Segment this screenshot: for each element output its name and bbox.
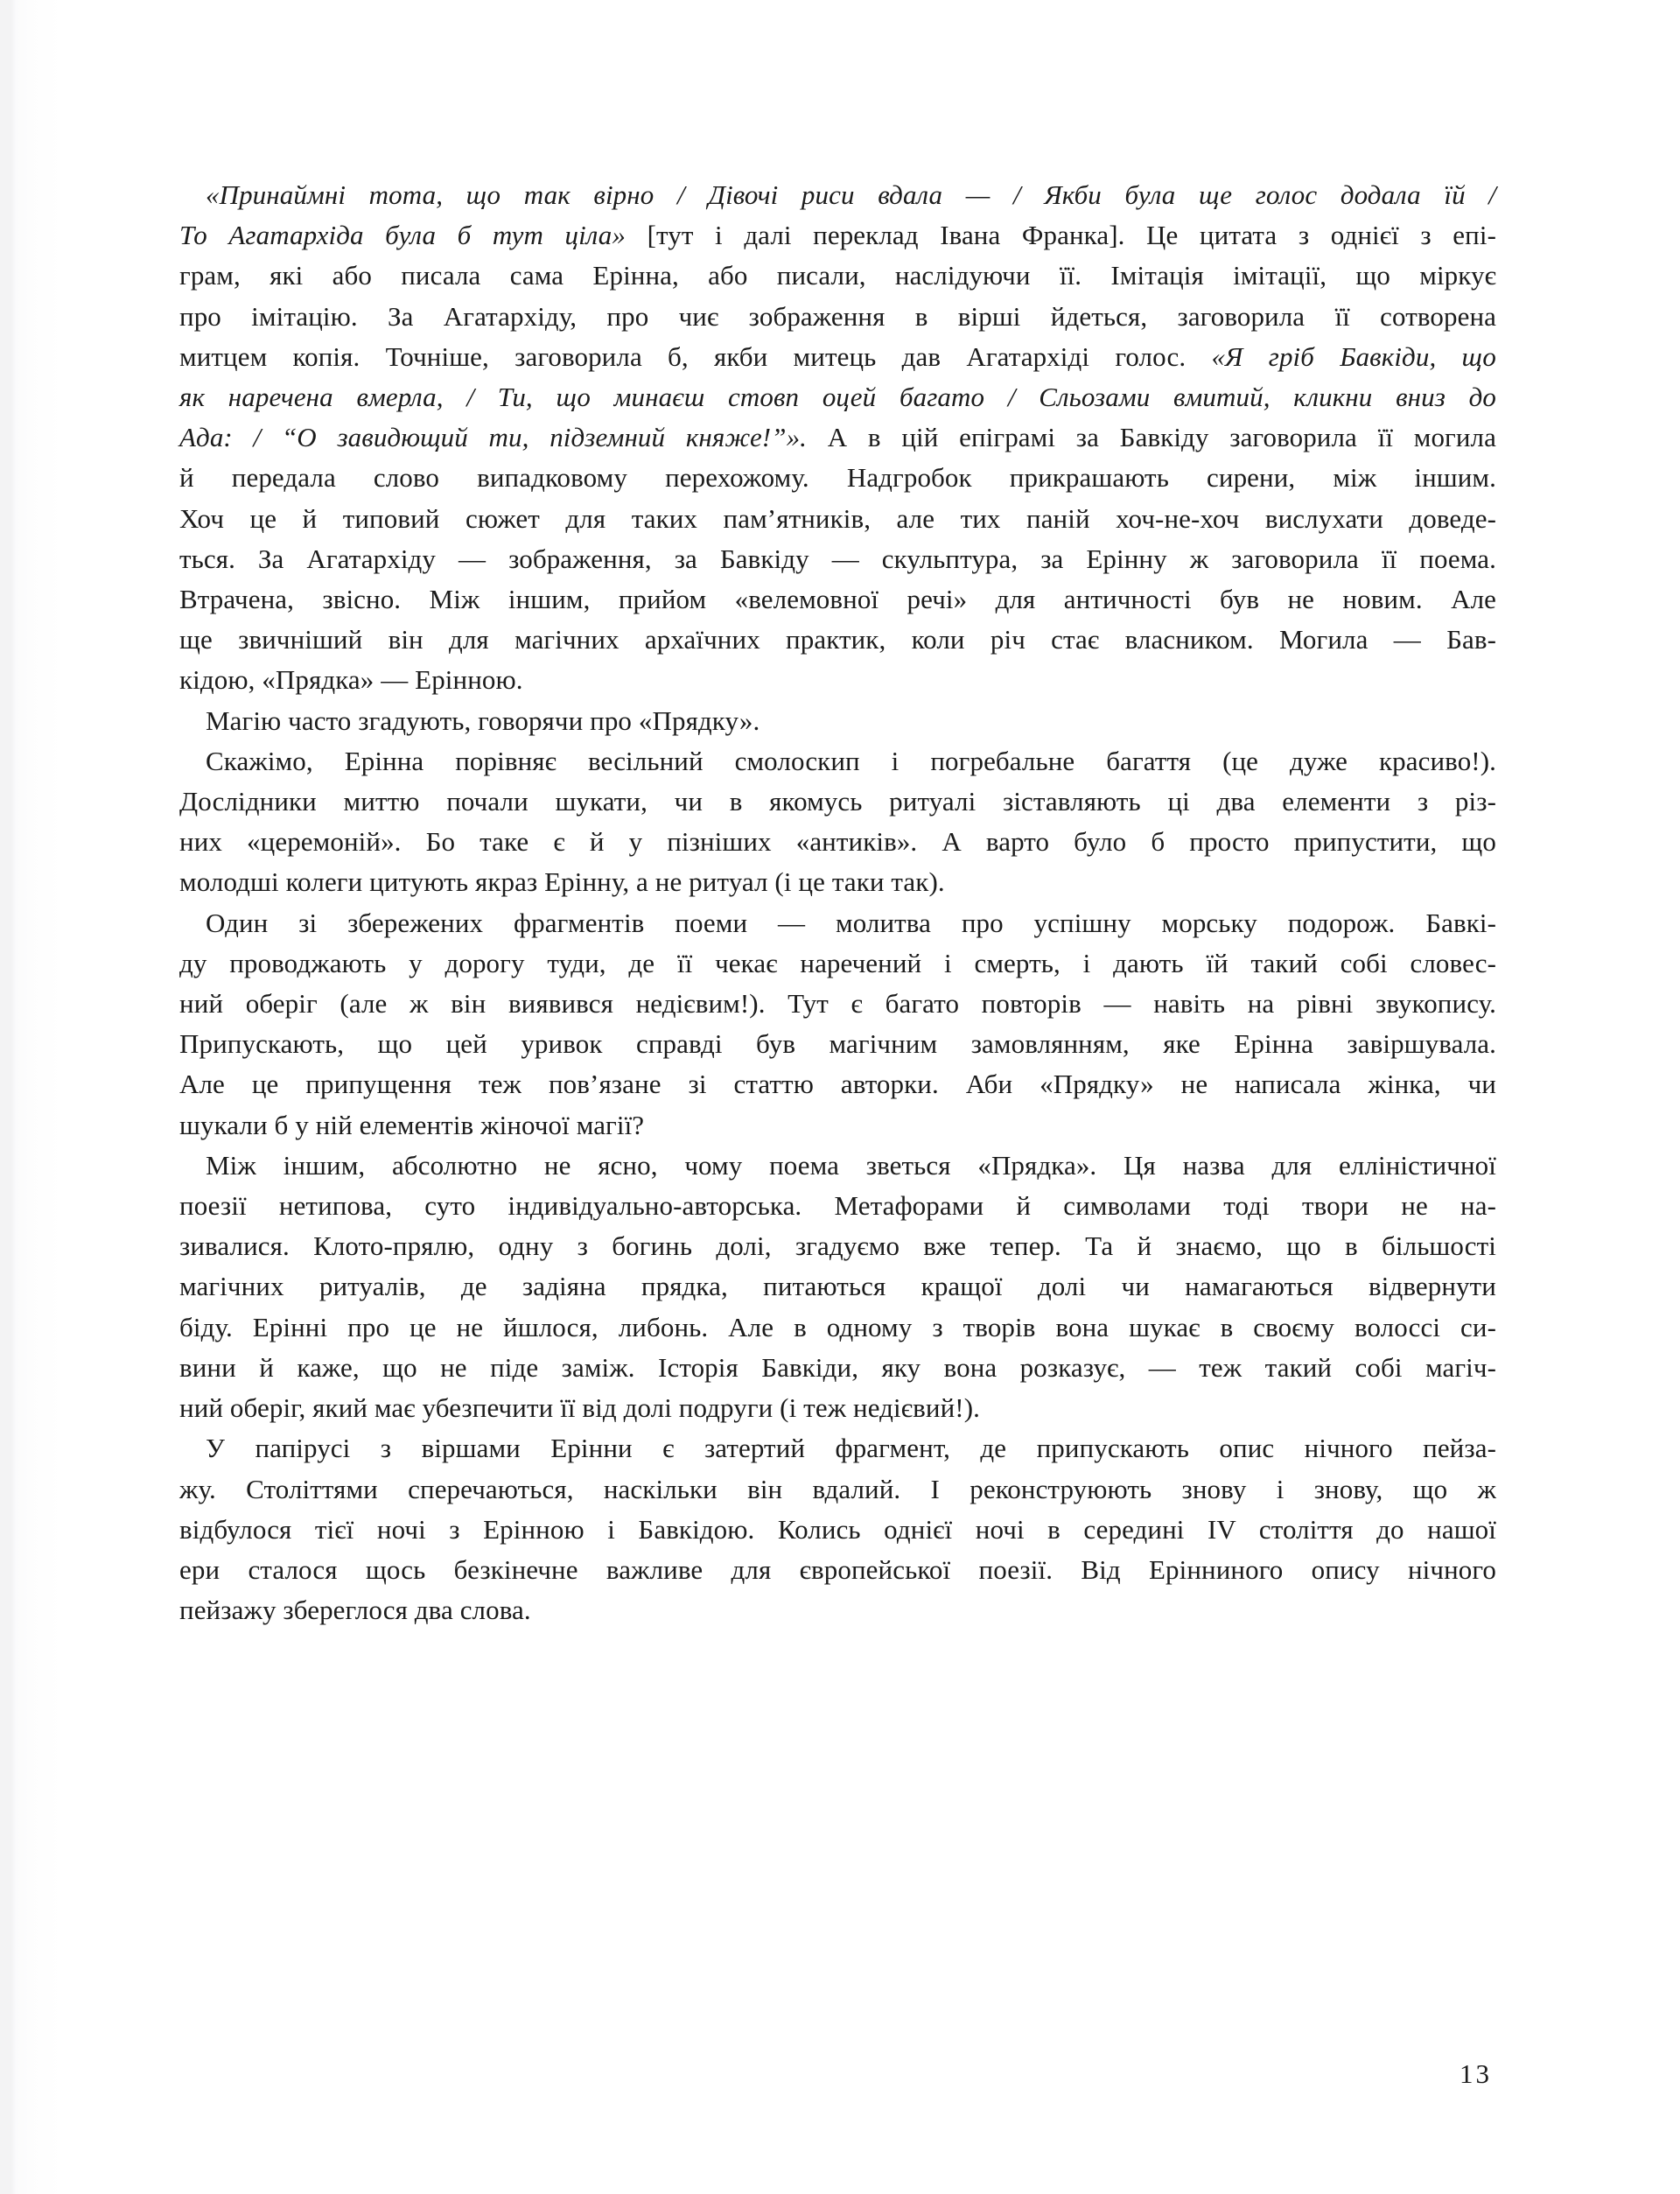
text-line <box>179 1226 1496 1266</box>
text-line <box>179 297 1496 337</box>
text-segment: магічних ритуалів, де задіяна прядка, питаються кращої долі чи намагаються відвернути <box>179 1271 1496 1302</box>
text-segment: шукали б у ній елементів жіночої магії? <box>179 1109 645 1140</box>
text-segment: Між іншим, абсолютно не ясно, чому поема зветься «Прядка». Ця назва для елліністичної <box>206 1149 1496 1181</box>
italic-quote-segment: Ада: / “О завидющий ти, підземний княже!”». <box>179 422 808 453</box>
text-segment: Хоч це й типовий сюжет для таких пам’ятників, але тих паній хоч-не-хоч вислухати доведе- <box>179 502 1496 534</box>
page-edge-shadow <box>0 0 61 2194</box>
text-line <box>179 579 1496 620</box>
text-line <box>179 620 1496 660</box>
text-segment: Скажімо, Ерінна порівняє весільний смолоскип і погребальне багаття (це дуже красиво!). <box>206 745 1496 776</box>
text-line <box>179 256 1496 296</box>
text-line <box>179 215 1496 256</box>
italic-quote-segment: «Я гріб Бавкіди, що <box>1211 340 1497 372</box>
text-line <box>179 1105 1496 1146</box>
text-segment: А в цій епіграмі за Бавкіду заговорила її могила <box>807 422 1496 453</box>
text-line <box>179 1146 1496 1186</box>
text-segment: ду проводжають у дорогу туди, де її чекає наречений і смерть, і дають їй такий собі словес- <box>179 947 1496 978</box>
text-line <box>179 417 1496 458</box>
text-segment: вини й каже, що не піде заміж. Історія Бавкіди, яку вона розказує, — теж такий собі магіч- <box>179 1351 1496 1383</box>
text-line <box>179 1550 1496 1590</box>
text-line <box>179 499 1496 539</box>
text-segment: ери сталося щось безкінечне важливе для європейської поезії. Від Ерінниного опису нічного <box>179 1553 1496 1585</box>
text-line <box>179 1307 1496 1348</box>
text-segment: Один зі збережених фрагментів поеми — молитва про успішну морську подорож. Бавкі- <box>206 907 1496 938</box>
text-segment: ний оберіг, який має убезпечити її від долі подруги (і теж недієвий!). <box>179 1392 980 1424</box>
text-line <box>179 984 1496 1024</box>
text-block <box>179 175 1496 1630</box>
text-segment: біду. Ерінні про це не йшлося, либонь. Але в одному з творів вона шукає в своєму волоссі си- <box>179 1311 1496 1342</box>
text-line <box>179 1469 1496 1510</box>
text-line <box>179 1024 1496 1064</box>
text-line <box>179 1064 1496 1104</box>
text-segment: й передала слово випадковому перехожому. Надгробок прикрашають сирени, між іншим. <box>179 462 1496 494</box>
page-number: 13 <box>1460 2058 1492 2089</box>
text-line <box>179 1590 1496 1630</box>
italic-quote-segment: «Принаймні тота, що так вірно / Дівочі риси вдала — / Якби була ще голос додала їй / <box>206 179 1496 210</box>
text-segment: зивалися. Клото-прялю, одну з богинь долі, згадуємо вже тепер. Та й знаємо, що в більшості <box>179 1230 1496 1262</box>
italic-quote-segment: як наречена вмерла, / Ти, що минаєш стовп оцей багато / Сльозами вмитий, кликни вниз до <box>179 382 1496 413</box>
text-line <box>179 741 1496 782</box>
text-line <box>179 782 1496 822</box>
text-line <box>179 1388 1496 1428</box>
text-segment: ться. За Агатархіду — зображення, за Бавкіду — скульптура, за Ерінну ж заговорила її поема. <box>179 543 1496 574</box>
text-line <box>179 862 1496 902</box>
text-line <box>179 903 1496 943</box>
text-segment: них «церемоній». Бо таке є й у пізніших «антиків». А варто було б просто припустити, що <box>179 826 1496 858</box>
text-line <box>179 458 1496 498</box>
text-segment: Але це припущення теж пов’язане зі статтю авторки. Аби «Прядку» не написала жінка, чи <box>179 1069 1496 1100</box>
text-segment: про імітацію. За Агатархіду, про чиє зображення в вірші йдеться, заговорила її сотворена <box>179 300 1496 332</box>
text-segment: [тут і далі переклад Івана Франка]. Це цитата з однієї з епі- <box>626 220 1496 251</box>
text-segment: поезії нетипова, суто індивідуально-авторська. Метафорами й символами тоді твори не на- <box>179 1190 1496 1222</box>
italic-quote-segment: То Агатархіда була б тут ціла» <box>179 220 626 251</box>
text-segment: У папірусі з віршами Ерінни є затертий фрагмент, де припускають опис нічного пейза- <box>206 1433 1496 1464</box>
text-segment: Припускають, що цей уривок справді був магічним замовлянням, яке Ерінна завіршувала. <box>179 1028 1496 1060</box>
text-line <box>179 1266 1496 1307</box>
text-segment: молодші колеги цитують якраз Ерінну, а не ритуал (і це таки так). <box>179 866 945 898</box>
text-line <box>179 337 1496 377</box>
text-segment: ще звичніший він для магічних архаїчних практик, коли річ стає власником. Могила — Бав- <box>179 624 1496 655</box>
text-line <box>179 701 1496 741</box>
text-line <box>179 1348 1496 1388</box>
text-segment: митцем копія. Точніше, заговорила б, якби митець дав Агатархіді голос. <box>179 340 1212 372</box>
text-segment: кідою, «Прядка» — Ерінною. <box>179 664 523 696</box>
text-line <box>179 1186 1496 1226</box>
text-line <box>179 660 1496 700</box>
text-line <box>179 822 1496 862</box>
text-segment: жу. Століттями сперечаються, наскільки він вдалий. І реконструюють знову і знову, що ж <box>179 1473 1496 1504</box>
text-segment: відбулося тієї ночі з Ерінною і Бавкідою. Колись однієї ночі в середині IV століття до нашої <box>179 1513 1496 1545</box>
text-line <box>179 943 1496 984</box>
text-line <box>179 539 1496 579</box>
text-line <box>179 377 1496 417</box>
text-segment: ний оберіг (але ж він виявився недієвим!). Тут є багато повторів — навіть на рівні звукопису. <box>179 988 1496 1020</box>
text-segment: Магію часто згадують, говорячи про «Прядку». <box>206 704 760 736</box>
text-segment: грам, які або писала сама Ерінна, або писали, наслідуючи її. Імітація імітації, що міркує <box>179 260 1496 291</box>
text-segment: Втрачена, звісно. Між іншим, прийом «велемовної речі» для античності був не новим. Але <box>179 584 1496 615</box>
text-line <box>179 1428 1496 1469</box>
text-line <box>179 175 1496 215</box>
text-line <box>179 1510 1496 1550</box>
text-segment: пейзажу збереглося два слова. <box>179 1595 531 1626</box>
text-segment: Дослідники миттю почали шукати, чи в якомусь ритуалі зіставляють ці два елементи з різ- <box>179 786 1496 817</box>
